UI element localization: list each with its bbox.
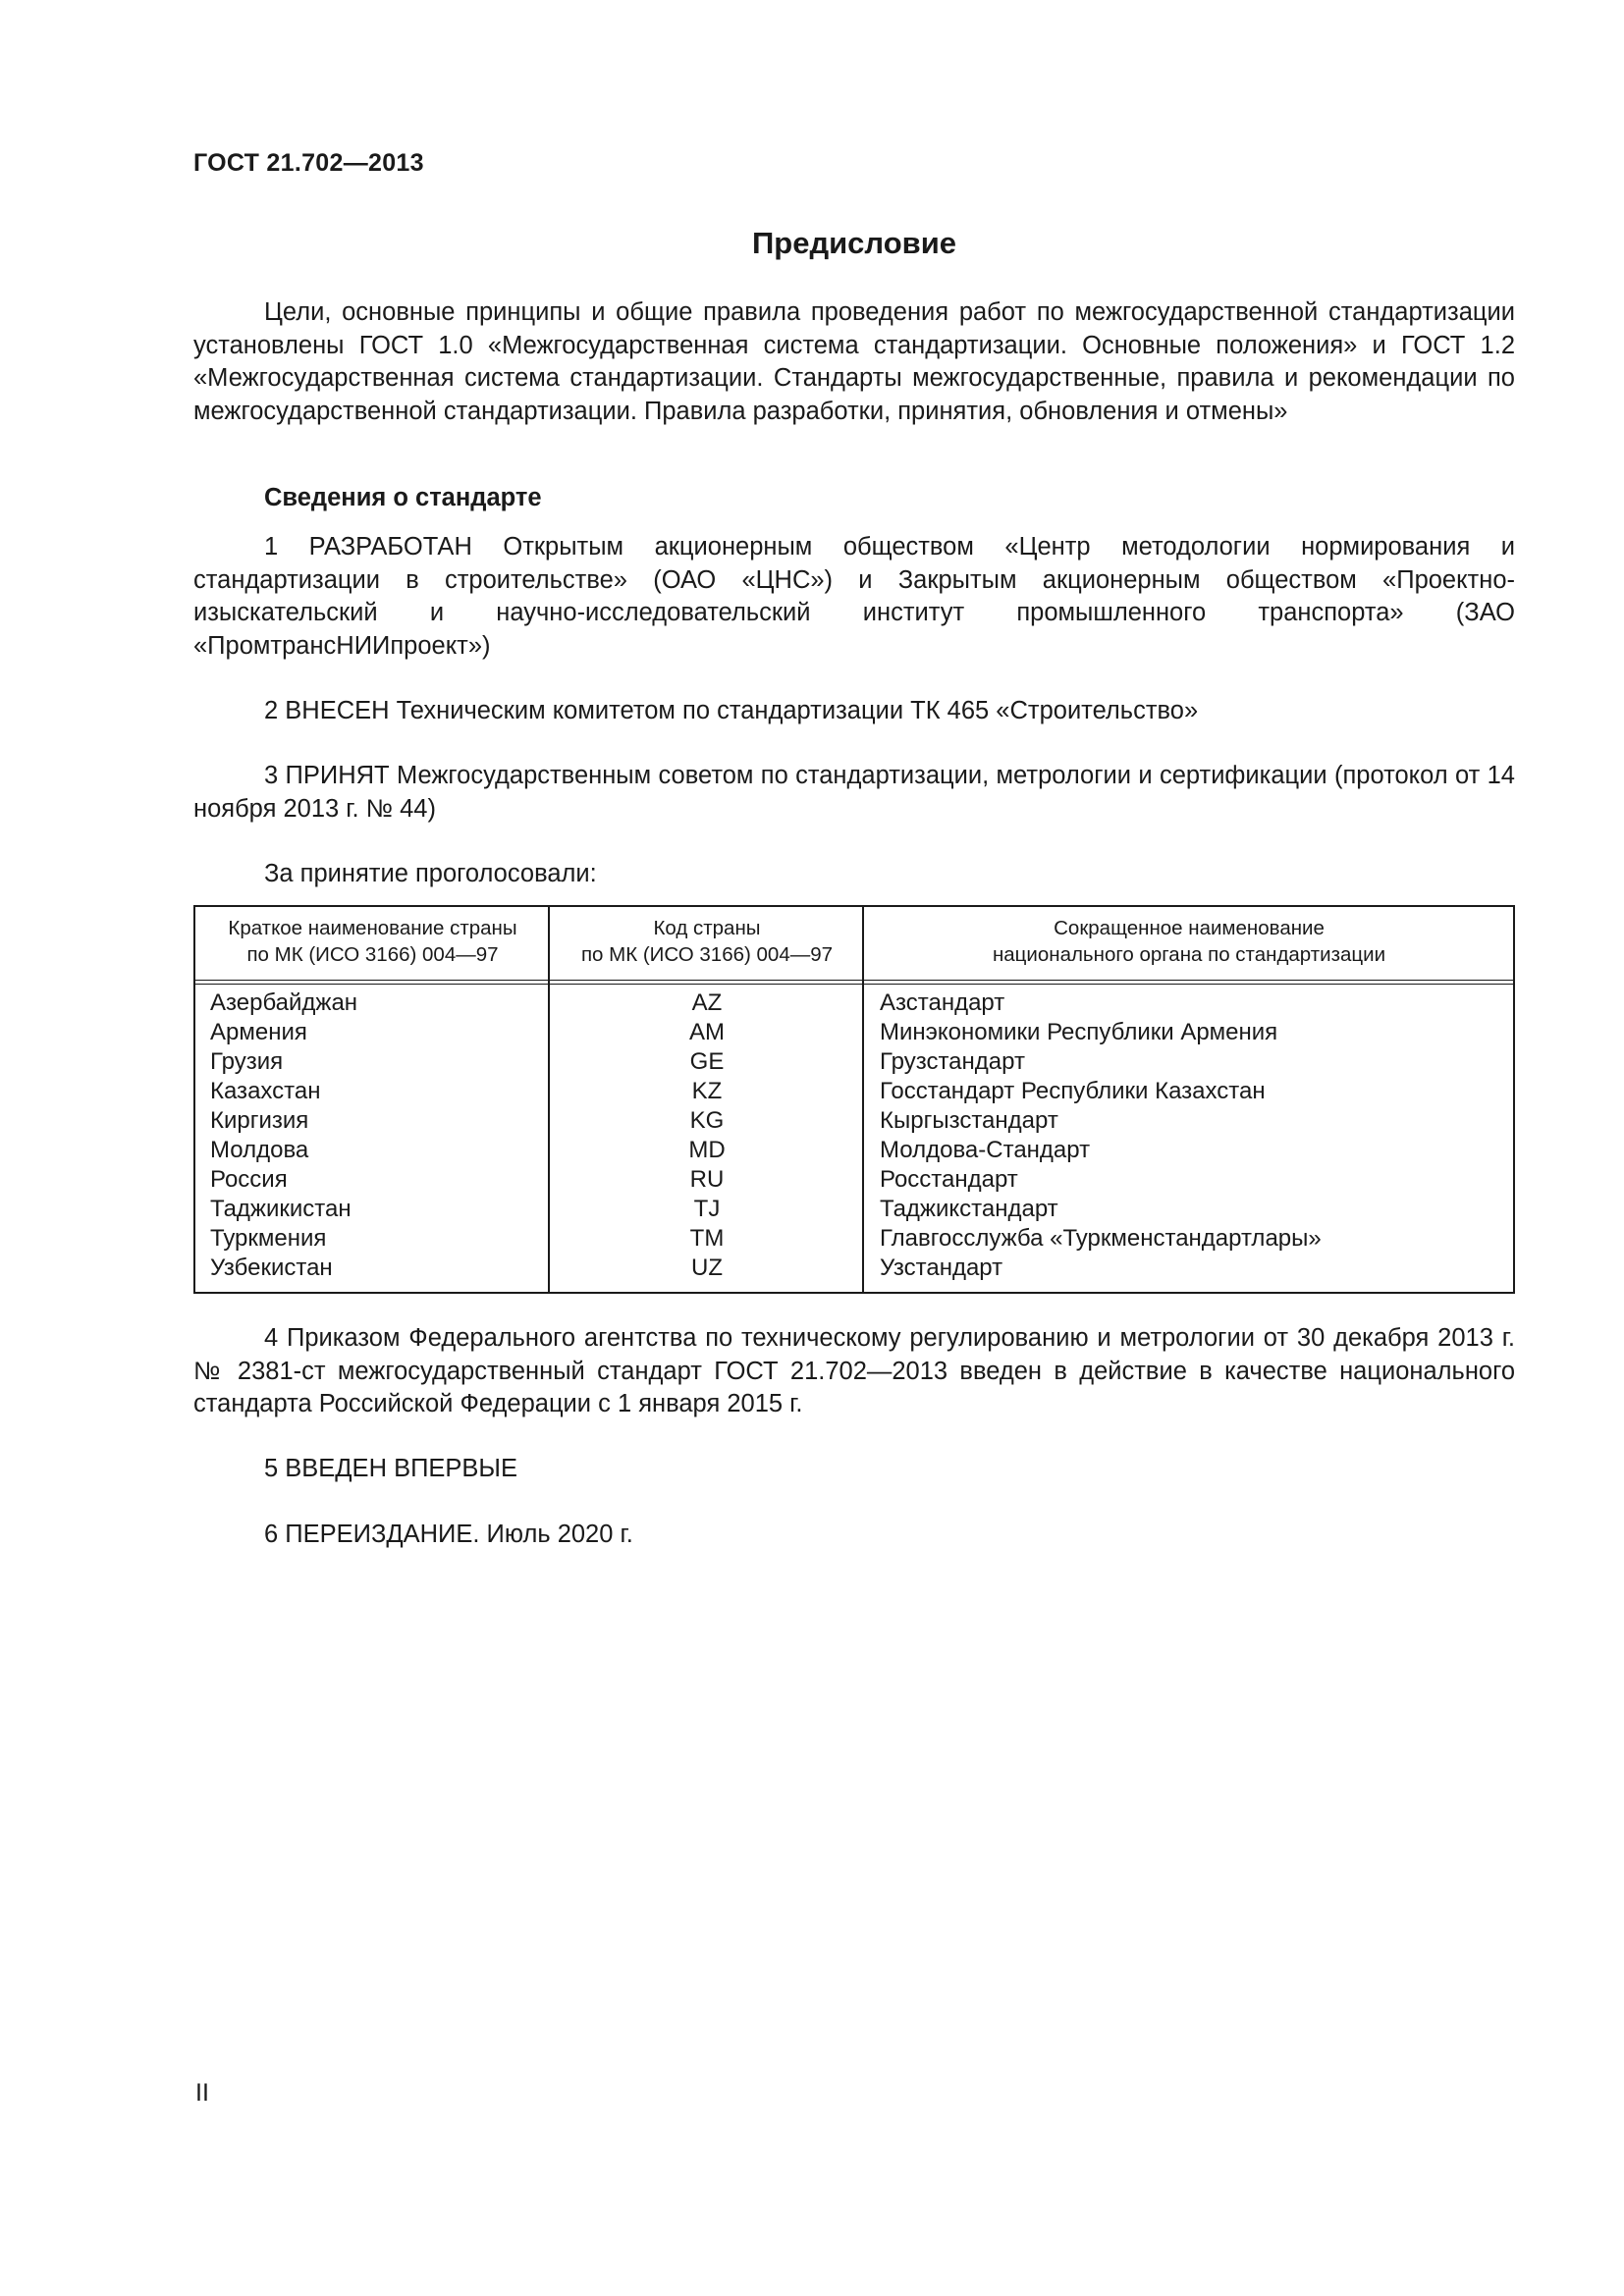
- item-adopted: 3 ПРИНЯТ Межгосударственным советом по стандартизации, метрологии и сертификации (протокол от 14 ноября 2013 г. № 44): [193, 762, 1515, 823]
- item-developed: 1 РАЗРАБОТАН Открытым акционерным обществом «Центр методологии нормирования и стандартизации в строительстве» (ОАО «ЦНС») и Закрытым акционерным обществом «Проектно-изыскательский и научно-исследовательский институт промышленного транспорта» (ЗАО «ПромтрансНИИпроект»): [193, 533, 1515, 660]
- code-cell: KZ: [691, 1078, 723, 1104]
- body-cell: Азстандарт: [880, 989, 1005, 1016]
- country-cell: Азербайджан: [210, 989, 358, 1016]
- country-cell: Молдова: [210, 1137, 309, 1163]
- item-republication: 6 ПЕРЕИЗДАНИЕ. Июль 2020 г.: [264, 1521, 633, 1548]
- table-row: [195, 1224, 1513, 1254]
- table-row: [195, 1136, 1513, 1165]
- body-cell: Узстандарт: [880, 1255, 1003, 1281]
- table-header-code: Код страны по МК (ИСО 3166) 004—97: [580, 917, 834, 966]
- table-row: [195, 1077, 1513, 1106]
- code-cell: AZ: [691, 989, 723, 1016]
- country-cell: Узбекистан: [210, 1255, 333, 1281]
- code-cell: TJ: [693, 1196, 721, 1222]
- voting-table: [193, 905, 1515, 1294]
- table-row: [195, 1165, 1513, 1195]
- body-cell: Грузстандарт: [880, 1048, 1025, 1075]
- body-cell: Госстандарт Республики Казахстан: [880, 1078, 1266, 1104]
- body-cell: Минэкономики Республики Армения: [880, 1019, 1278, 1045]
- table-header-country: Краткое наименование страны по МК (ИСО 3166) 004—97: [228, 917, 517, 966]
- table-row: [195, 1047, 1513, 1077]
- document-page: [193, 0, 1515, 2296]
- country-cell: Армения: [210, 1019, 307, 1045]
- code-cell: MD: [688, 1137, 726, 1163]
- body-cell: Главгосслужба «Туркменстандартлары»: [880, 1225, 1322, 1252]
- page-number: II: [195, 2079, 209, 2107]
- item-submitted: 2 ВНЕСЕН Техническим комитетом по стандартизации ТК 465 «Строительство»: [264, 697, 1199, 724]
- document-code: ГОСТ 21.702—2013: [193, 149, 424, 177]
- table-row: [195, 1106, 1513, 1136]
- country-cell: Россия: [210, 1166, 288, 1193]
- body-cell: Кыргызстандарт: [880, 1107, 1058, 1134]
- page-title: Предисловие: [751, 226, 956, 260]
- country-cell: Грузия: [210, 1048, 284, 1075]
- country-cell: Таджикистан: [210, 1196, 352, 1222]
- country-cell: Туркмения: [210, 1225, 327, 1252]
- body-cell: Таджикстандарт: [880, 1196, 1058, 1222]
- country-cell: Казахстан: [210, 1078, 321, 1104]
- table-body: [195, 988, 1513, 1283]
- table-row: [195, 1195, 1513, 1224]
- body-cell: Росстандарт: [880, 1166, 1018, 1193]
- code-cell: AM: [689, 1019, 725, 1045]
- code-cell: TM: [689, 1225, 725, 1252]
- code-cell: RU: [689, 1166, 725, 1193]
- body-cell: Молдова-Стандарт: [880, 1137, 1091, 1163]
- table-header-divider: [195, 980, 1513, 985]
- code-cell: KG: [689, 1107, 725, 1134]
- table-header-body: Сокращенное наименование национального органа по стандартизации: [992, 917, 1386, 966]
- code-cell: GE: [689, 1048, 725, 1075]
- voted-label: За принятие проголосовали:: [264, 860, 597, 887]
- intro-paragraph: Цели, основные принципы и общие правила проведения работ по межгосударственной стандартизации установлены ГОСТ 1.0 «Межгосударственная система стандартизации. Основные положения» и ГОСТ 1.2 «Межгосударственная система стандартизации. Стандарты межгосударственные, правила и рекомендации по межгосударственной стандартизации. Правила разработки, принятия, обновления и отмены»: [193, 298, 1515, 425]
- info-heading: Сведения о стандарте: [264, 484, 542, 511]
- table-row: [195, 1254, 1513, 1283]
- table-row: [195, 1018, 1513, 1047]
- item-enacted: 4 Приказом Федерального агентства по техническому регулированию и метрологии от 30 декабря 2013 г. № 2381-ст межгосударственный стандарт ГОСТ 21.702—2013 введен в действие в качестве национального стандарта Российской Федерации с 1 января 2015 г.: [193, 1324, 1515, 1417]
- table-row: [195, 988, 1513, 1018]
- country-cell: Киргизия: [210, 1107, 309, 1134]
- item-introduced: 5 ВВЕДЕН ВПЕРВЫЕ: [264, 1455, 518, 1482]
- code-cell: UZ: [691, 1255, 723, 1281]
